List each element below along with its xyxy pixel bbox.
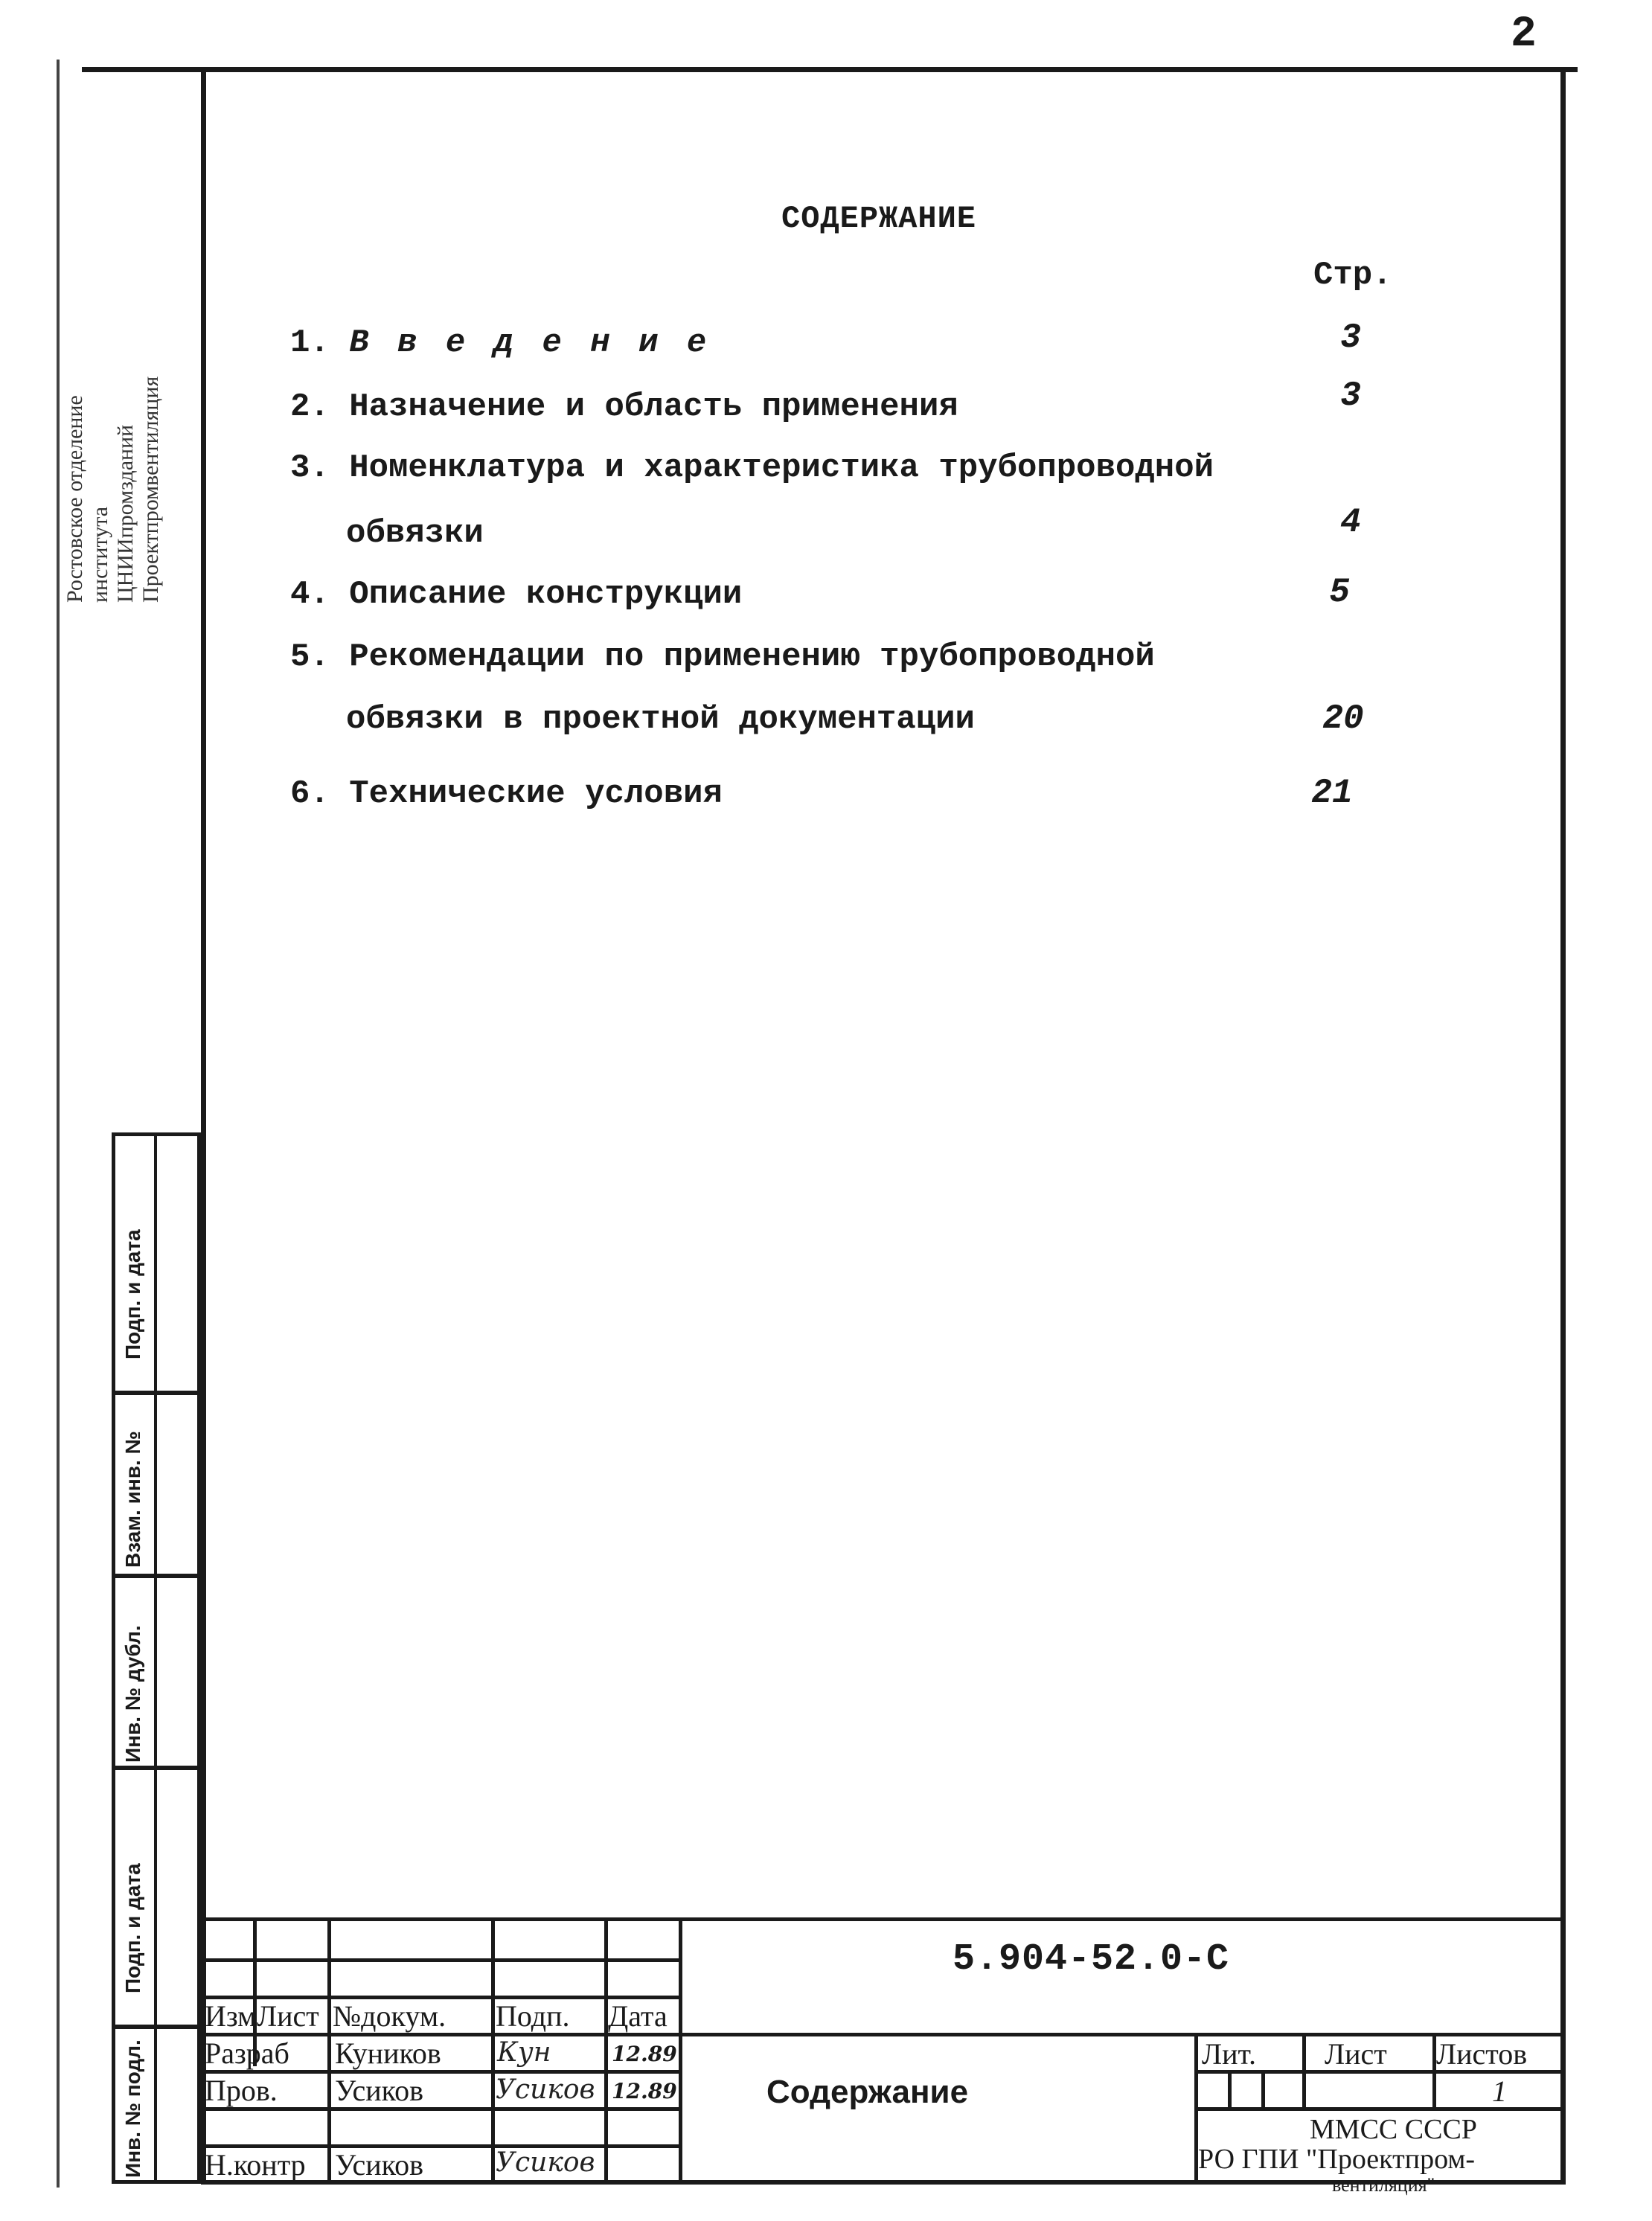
document-code: 5.904-52.0-С [953, 1938, 1230, 1981]
role-developer: Разраб [205, 2036, 289, 2070]
stamp-line: Проектпромвентиляция [138, 376, 163, 603]
margin-box-signature-date-2 [112, 1766, 201, 2028]
name-developer: Куников [335, 2036, 441, 2070]
date-developer: 12.89 [612, 2042, 677, 2066]
toc-page-number: 21 [1311, 774, 1353, 813]
sheet-label: Лист [1325, 2037, 1387, 2071]
organization-stamp [63, 82, 204, 603]
margin-box-dup-inv [112, 1574, 201, 1769]
toc-text: Технические условия [349, 775, 723, 813]
org-line-1: ММСС СССР [1310, 2114, 1477, 2145]
toc-number: 3. [290, 449, 330, 487]
toc-item [290, 775, 723, 813]
sheets-value: 1 [1492, 2074, 1507, 2108]
header-doc-number: №докум. [333, 1999, 446, 2033]
toc-number: 4. [290, 576, 330, 613]
signature-developer: Кун [497, 2037, 551, 2068]
toc-item [290, 388, 958, 426]
org-line-3: вентиляция" [1332, 2174, 1435, 2196]
margin-label: Инв. № подл. [121, 2039, 144, 2178]
header-signature: Подп. [496, 1999, 570, 2033]
title-block-col-line [679, 1917, 682, 2182]
stamp-line: института [88, 506, 112, 603]
toc-page-number: 5 [1329, 573, 1350, 612]
toc-page-number: 20 [1322, 699, 1364, 738]
margin-label: Инв. № дубл. [121, 1625, 144, 1763]
title-block-row-line [1194, 2107, 1566, 2111]
margin-box-signature-date-1 [112, 1132, 201, 1394]
lit-label: Лит. [1202, 2037, 1257, 2071]
toc-text: Номенклатура и характеристика трубопроводной [349, 449, 1214, 487]
toc-text: Рекомендации по применению трубопроводной [349, 638, 1155, 676]
toc-number: 2. [290, 388, 330, 426]
title-block-col-line [1261, 2070, 1265, 2107]
toc-item [290, 449, 1214, 487]
signature-checker: Усиков [496, 2074, 595, 2105]
name-checker: Усиков [335, 2074, 423, 2107]
title-block-col-line [491, 1917, 495, 2182]
toc-text: Назначение и область применения [349, 388, 958, 426]
toc-text-continuation: обвязки в проектной документации [346, 701, 975, 738]
signature-norm-control: Усиков [496, 2147, 595, 2178]
margin-label: Подп. и дата [121, 1229, 144, 1359]
toc-page-number: 3 [1340, 318, 1361, 357]
title-block-col-line [1228, 2070, 1232, 2107]
toc-number: 1. [290, 324, 330, 362]
title-block-col-line [604, 1917, 608, 2182]
margin-label: Взам. инв. № [121, 1431, 144, 1568]
stamp-line: ЦНИИпромзданий [113, 424, 138, 603]
toc-page-number: 4 [1340, 503, 1361, 542]
page-number: 2 [1511, 10, 1540, 59]
toc-page-number: 3 [1340, 376, 1361, 415]
frame-right-border [1560, 67, 1566, 2184]
header-list: Лист [257, 1999, 319, 2033]
role-checker: Пров. [205, 2074, 278, 2107]
name-norm-control: Усиков [335, 2148, 423, 2182]
header-date: Дата [608, 1999, 667, 2033]
binding-margin-line [57, 60, 60, 2188]
margin-label: Подп. и дата [121, 1863, 144, 1993]
role-norm-control: Н.контр [205, 2148, 306, 2182]
date-checker: 12.89 [612, 2079, 677, 2103]
toc-text-continuation: обвязки [346, 515, 484, 552]
title-block-top-line [201, 1917, 1566, 1921]
margin-box-replace-inv [112, 1391, 201, 1577]
margin-box-original-inv [112, 2025, 201, 2184]
toc-text: В в е д е н и е [349, 324, 711, 362]
toc-item [290, 576, 742, 613]
toc-item [290, 324, 711, 362]
header-izm: Изм [205, 1999, 257, 2033]
title-block-col-line [327, 1917, 331, 2182]
toc-number: 6. [290, 775, 330, 813]
stamp-line: Ростовское отделение [63, 395, 87, 603]
document-name: Содержание [766, 2074, 969, 2110]
frame-top-border [82, 67, 1578, 72]
page-column-header: Стр. [1313, 257, 1392, 294]
toc-item [290, 638, 1155, 676]
title-block-col-line [1302, 2033, 1306, 2107]
sheets-label: Листов [1436, 2037, 1528, 2071]
toc-number: 5. [290, 638, 330, 676]
toc-text: Описание конструкции [349, 576, 743, 613]
page-title: СОДЕРЖАНИЕ [781, 201, 977, 237]
org-line-2: РО ГПИ "Проектпром- [1198, 2144, 1476, 2175]
